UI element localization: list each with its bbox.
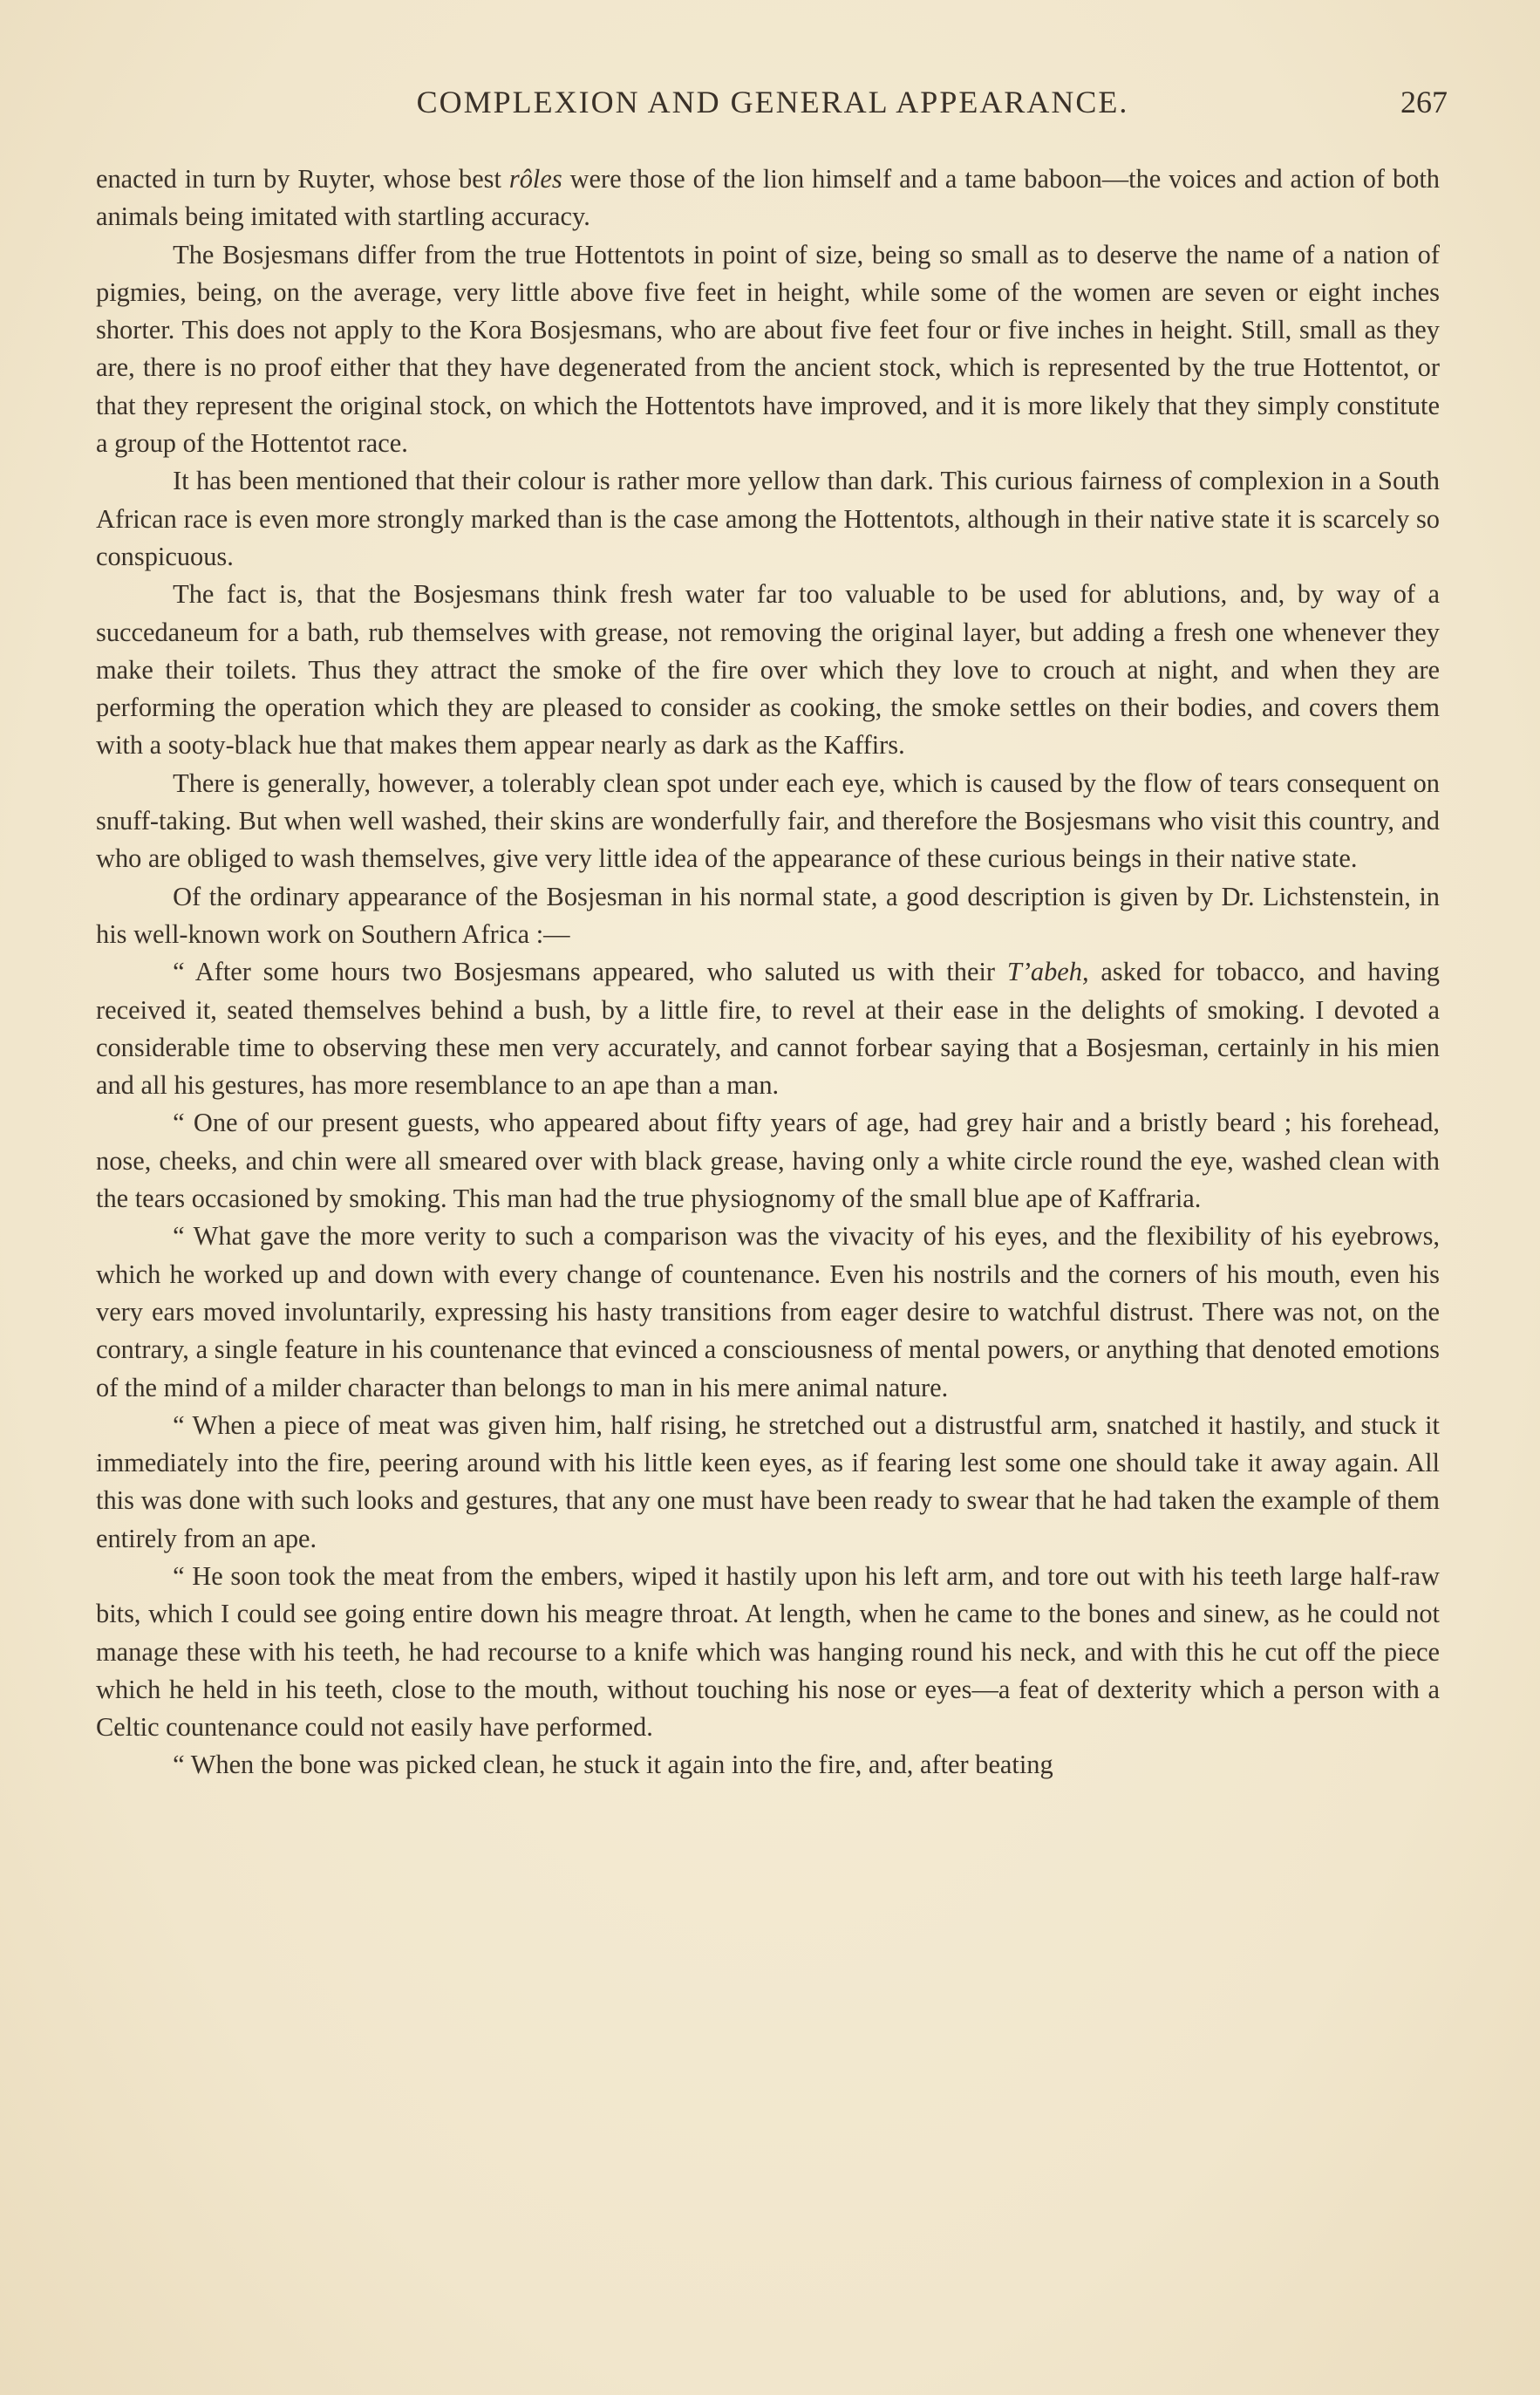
quote-paragraph: “ What gave the more verity to such a comparison was the vivacity of his eyes, and the flexibility of his eyebrows, which he worked up and down with every change of countenance. Even his nostrils and the corners of his mouth, even his very ears moved involuntarily, expressing his hasty transitions from eager desire to watchful distrust. There was not, on the contrary, a single feature in his countenance that evinced a consciousness of mental powers, or anything that denoted emotions of the mind of a milder character than belongs to man in his mere animal nature.: [96, 1221, 1440, 1402]
quote-paragraph: “ One of our present guests, who appeared about fifty years of age, had grey hair and a bristly beard ; his forehead, nose, cheeks, and chin were all smeared over with black grease, having only a white circle round the eye, washed clean with the tears occasioned by smoking. This man had the true physiognomy of the small blue ape of Kaffraria.: [96, 1108, 1440, 1214]
paragraph: The Bosjesmans differ from the true Hottentots in point of size, being so small as to deserve the name of a nation of pigmies, being, on the average, very little above five feet in height, while some of the women are seven or eight inches shorter. This does not apply to the Kora Bosjesmans, who are about five feet four or five inches in height. Still, small as they are, there is no proof either that they have degenerated from the ancient stock, which is represented by the true Hottentot, or that they represent the original stock, on which the Hottentots have improved, and it is more likely that they simply constitute a group of the Hottentot race.: [96, 239, 1440, 459]
paragraph: There is generally, however, a tolerably clean spot under each eye, which is caused by the flow of tears consequent on snuff-taking. But when well washed, their skins are wonderfully fair, and therefore the Bosjesmans who visit this country, and who are obliged to wash themselves, give very little idea of the appearance of these curious beings in their native state.: [96, 768, 1440, 874]
italic-text: rôles: [508, 164, 562, 194]
running-head: [98, 84, 1448, 127]
paragraph: The fact is, that the Bosjesmans think fresh water far too valuable to be used for ablutions, and, by way of a succedaneum for a bath, rub themselves with grease, not removing the original layer, but adding a fresh one whenever they make their toilets. Thus they attract the smoke of the fire over which they love to crouch at night, and when they are performing the operation which they are pleased to consider as cooking, the smoke settles on their bodies, and covers them with a sooty-black hue that makes them appear nearly as dark as the Kaffirs.: [96, 579, 1440, 761]
text-run: enacted in turn by Ruyter, whose best: [96, 164, 509, 194]
quote-paragraph: “ When the bone was picked clean, he stuck it again into the fire, and, after beating: [173, 1750, 1053, 1780]
text-run: asked for tobacco, and having received it, seated themselves behind a bush, by a little fire, to revel at their ease in the delights of smoking. I devoted a considerable time to observing these men very accurately, and cannot forbear saying that a Bosjesman, certainly in his mien and all his gestures, has more resemblance to an ape than a man.: [96, 957, 1440, 1101]
text-run: were those of the lion himself and a tame baboon—the voices and action of both animals being imitated with startling accuracy.: [96, 164, 1440, 232]
italic-text: T’abeh,: [1006, 957, 1089, 987]
body-text: [96, 160, 1440, 1784]
quote-paragraph: “ He soon took the meat from the embers, wiped it hastily upon his left arm, and tore out with his teeth large half-raw bits, which I could see going entire down his meagre throat. At length, when he came to the bones and sinew, as he could not manage these with his teeth, he had recourse to a knife which was hanging round his neck, and with this he cut off the piece which he held in his teeth, close to the mouth, without touching his nose or eyes—a feat of dexterity which a person with a Celtic countenance could not easily have performed.: [96, 1560, 1440, 1743]
quote-paragraph: “ When a piece of meat was given him, half rising, he stretched out a distrustful arm, snatched it hastily, and stuck it immediately into the fire, peering around with his little keen eyes, as if fearing lest some one should take it away again. All this was done with such looks and gestures, that any one must have been ready to swear that he had taken the example of them entirely from an ape.: [96, 1409, 1440, 1553]
paragraph: [96, 160, 1440, 236]
quote-paragraph: [96, 953, 1440, 1104]
running-title: COMPLEXION AND GENERAL APPEARANCE.: [416, 85, 1129, 119]
paragraph: It has been mentioned that their colour is rather more yellow than dark. This curious fairness of complexion in a South African race is even more strongly marked than is the case among the Hottentots, although in their native state it is scarcely so conspicuous.: [96, 466, 1440, 571]
page-number: 267: [1400, 85, 1448, 119]
text-run: “ After some hours two Bosjesmans appeared, who saluted us with their: [173, 957, 1007, 987]
paragraph: Of the ordinary appearance of the Bosjesman in his normal state, a good description is given by Dr. Lichstenstein, in his well-known work on Southern Africa :—: [96, 881, 1440, 949]
